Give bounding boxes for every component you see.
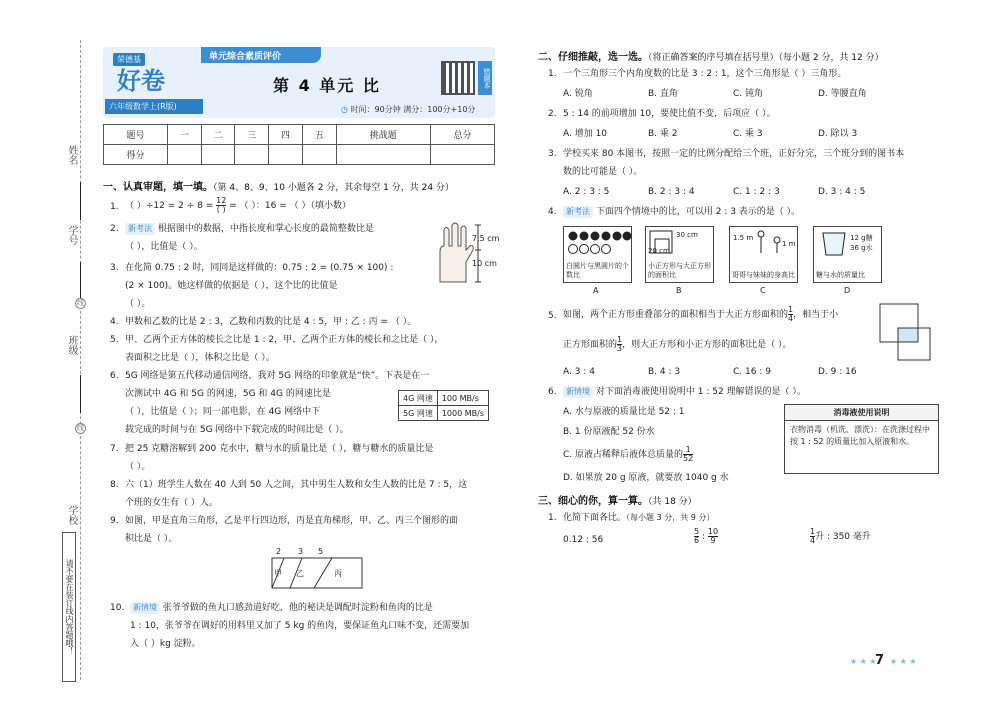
question-8-line2: 个班的女生有（ ）人。 [125, 498, 218, 508]
sugar-mass: 12 g糖 [850, 234, 873, 242]
exam-meta [341, 104, 475, 115]
table-row [104, 125, 495, 145]
choice-6-text: 对下面消毒液使用说明中 1 : 52 理解错误的是（ ）。 [595, 387, 806, 397]
choice-5-line2-tail: ，则大正方形和小正方形的面积比是（ ）。 [622, 340, 792, 350]
choice-option: D. 如果放 20 g 原液，就要放 1040 g 水 [563, 473, 729, 483]
scenario-b-caption: 小正方形与大正方形的面积比 [648, 262, 711, 279]
choice-option: A. 2 : 3 : 5 [563, 187, 610, 197]
scenario-a-label: A [593, 286, 599, 295]
choice-option: C. 1 : 2 : 3 [733, 187, 780, 197]
score-header-cell: 总分 [430, 125, 494, 145]
choice-option: C. 16 : 9 [733, 367, 771, 377]
score-cell[interactable] [336, 145, 430, 165]
table-row [399, 391, 489, 406]
choice-1: 一个三角形三个内角度数的比是 3 : 2 : 1，这个三角形是（ ）三角形。 [563, 69, 847, 79]
question-number: 6. [548, 387, 557, 397]
finger-length-label: 7.5 cm [472, 234, 500, 243]
score-header-cell: 题号 [104, 125, 168, 145]
fraction-denominator: 52 [683, 454, 694, 463]
question-9-line2: 积比是（ ）。 [125, 534, 178, 544]
id-label: 学号 [66, 225, 77, 245]
question-number: 1. [110, 202, 119, 212]
fraction-denominator: 3 [617, 344, 623, 353]
simplify-item-c-tail: 升 : 350 毫升 [815, 532, 871, 542]
question-7: 把 25 克糖溶解到 200 克水中，糖与水的质量比是（ ），糖与糖水的质量比是 [125, 444, 434, 454]
fraction-numerator: 12 [216, 196, 227, 205]
school-label: 学校 [66, 505, 77, 525]
fraction [694, 528, 699, 545]
binding-strip [0, 0, 98, 711]
name-field-line [80, 182, 81, 220]
fraction [216, 197, 226, 214]
scenario-d-label: D [844, 286, 851, 295]
score-cell[interactable] [235, 145, 269, 165]
small-square-side: 20 cm [648, 247, 670, 255]
id-field-line [80, 262, 81, 300]
fraction [708, 528, 718, 545]
question-1 [125, 197, 351, 214]
choice-option: B. 2 : 3 : 4 [648, 187, 695, 197]
question-6-line3: （ ），比值是（ ）；同一部电影，在 4G 网络中下 [125, 407, 321, 417]
score-header-cell: 二 [201, 125, 235, 145]
dimension-label: 3 [298, 547, 304, 556]
section-2-title: 二、仔细推敲，选一选。 [538, 52, 648, 63]
score-header-cell: 挑战题 [336, 125, 430, 145]
qr-tag: 错题本 [478, 61, 492, 95]
score-header-cell: 一 [168, 125, 202, 145]
question-7-line2: （ ）。 [125, 462, 151, 472]
choice-5-line2-text: 正方形面积的 [563, 340, 618, 350]
question-number: 2. [548, 109, 557, 119]
choice-2: 5 : 14 的前项增加 10，要使比值不变，后项应（ ）。 [563, 109, 776, 119]
fraction-denominator: 6 [694, 536, 700, 545]
scenario-d-caption: 糖与水的质量比 [816, 271, 865, 279]
question-number: 1. [548, 69, 557, 79]
brand-publisher: 荣德基 [113, 53, 145, 66]
unit-header [103, 47, 495, 118]
shape-label-bing: 丙 [334, 569, 342, 578]
question-4: 甲数和乙数的比是 2 : 3，乙数和丙数的比是 4 : 5，甲 : 乙 : 丙 = （ ）。 [125, 317, 417, 327]
section-1-heading [103, 178, 454, 193]
section-3-note: （共 18 分） [648, 497, 697, 507]
score-cell[interactable] [430, 145, 494, 165]
class-field-line [80, 375, 81, 413]
speed-value: 100 MB/s [437, 391, 488, 406]
network-speed-table [398, 390, 489, 421]
simplify-question [563, 512, 714, 524]
fraction-numerator: 1 [617, 335, 623, 344]
binding-line [80, 40, 81, 680]
fraction-numerator: 10 [707, 527, 719, 536]
page-title: 第 4 单元 比 [273, 76, 381, 95]
choice-option-c-text: C. 原液占稀释后液体总质量的 [563, 450, 684, 460]
score-table [103, 124, 495, 165]
binding-warning: 请不要在装订线内答题哦！ [62, 532, 76, 682]
choice-4-text: 下面四个情境中的比，可以用 2 : 3 表示的是（ ）。 [595, 207, 801, 217]
simplify-item-a: 0.12 : 56 [563, 535, 604, 545]
water-mass: 36 g水 [850, 244, 873, 252]
choice-option: B. 1 份原液配 52 份水 [563, 427, 655, 437]
choice-6 [563, 386, 806, 398]
qr-code-icon[interactable] [441, 61, 475, 95]
simplify-item-b: $\frac{5}{6}$ : $\frac{10}{9}$ [694, 527, 719, 545]
grade-label: 六年级数学上(R版) [105, 99, 203, 114]
dimension-label: 5 [318, 547, 324, 556]
new-context-tag: 新情境 [130, 602, 160, 614]
choice-option: A. 水与原液的质量比是 52 : 1 [563, 407, 685, 417]
choice-5-text-b: ，相当于小 [793, 310, 839, 320]
score-cell[interactable] [269, 145, 303, 165]
fraction-numerator: 1 [685, 445, 691, 454]
fraction-numerator: 1 [810, 527, 816, 536]
question-1-text: （ ）÷12 = 2 ÷ 8 = [125, 201, 217, 211]
score-cell[interactable] [201, 145, 235, 165]
evaluation-banner: 单元综合素质评价 [201, 47, 321, 63]
fraction-denominator: 4 [810, 536, 816, 545]
binding-ring: 线 [77, 424, 84, 432]
question-number: 6. [110, 371, 119, 381]
disinfectant-instructions-card [784, 404, 939, 474]
question-5-line2: 表面积之比是（ ），体积之比是（ ）。 [125, 353, 275, 363]
exam-meta-text: 时间：90分钟 满分：100分+10分 [350, 105, 476, 114]
question-number: 5. [548, 311, 557, 321]
choice-option: A. 锐角 [563, 89, 593, 99]
speed-label: 4G 网速 [399, 391, 438, 406]
dimension-label: 2 [276, 547, 282, 556]
shape-label-yi: 乙 [296, 569, 304, 578]
question-2-text: 根据图中的数据，中指长度和掌心长度的最简整数比是 [157, 224, 374, 234]
score-header-cell: 三 [235, 125, 269, 145]
question-number: 8. [110, 480, 119, 490]
choice-option: D. 9 : 16 [818, 367, 857, 377]
question-2 [125, 223, 374, 235]
binding-ring: 线 [77, 299, 84, 307]
question-number: 10. [110, 603, 125, 613]
question-number: 5. [110, 335, 119, 345]
scenario-c-caption: 哥哥与妹妹的身高比 [732, 271, 795, 279]
question-number: 1. [548, 513, 557, 523]
question-number: 3. [110, 263, 119, 273]
simplify-item-c [810, 528, 871, 545]
choice-3: 学校买来 80 本图书，按照一定的比例分配给三个班，正好分完，三个班分到的图书本 [563, 149, 905, 159]
question-3: 在化简 0.75 : 2 时，同同是这样做的：0.75 : 2 = (0.75 × 100) : [125, 263, 394, 273]
table-row [399, 406, 489, 421]
choice-option: D. 等腰直角 [818, 89, 867, 99]
new-method-tag: 新考法 [563, 206, 593, 218]
question-3-line2: (2 × 100)。她这样做的依据是（ ），这个比的比值是 [125, 281, 338, 291]
section-1-note: （第 4、8、9、10 小题各 2 分，其余每空 1 分，共 24 分） [213, 183, 454, 193]
question-6-line2: 次测试中 4G 和 5G 的网速，5G 和 4G 的网速比是 [125, 389, 331, 399]
choice-4 [563, 206, 800, 218]
scenario-a-caption: 白圆片与黑圆片的个数比 [566, 262, 629, 279]
speed-value: 1000 MB/s [437, 406, 488, 421]
decorative-stars: ★ ★ ★ [850, 657, 877, 666]
brand-block [105, 47, 201, 118]
choice-option: C. 乘 3 [733, 129, 763, 139]
fraction-numerator: 5 [694, 527, 700, 536]
page-number: 7 [875, 653, 885, 668]
big-square-side: 30 cm [676, 231, 698, 239]
score-row-label: 得分 [104, 145, 168, 165]
name-label: 姓名 [66, 145, 77, 165]
class-label: 班级 [66, 335, 77, 355]
overlapping-squares-figure [878, 302, 938, 362]
choice-3-line2: 数的比可能是（ ）。 [563, 167, 643, 177]
scenario-d-figure [813, 226, 882, 283]
score-header-cell: 四 [269, 125, 303, 145]
shape-label-jia: 甲 [274, 569, 282, 578]
section-2-heading [538, 48, 884, 63]
question-2-line2: （ ），比值是（ ）。 [125, 242, 203, 252]
question-number: 4. [110, 317, 119, 327]
question-9: 如图，甲是直角三角形，乙是平行四边形，丙是直角梯形，甲、乙、丙三个图形的面 [125, 516, 459, 526]
hand-figure [428, 222, 500, 288]
question-1-tail: = （ ）：16 = （ ）（填小数） [226, 201, 351, 211]
section-2-note: （将正确答案的序号填在括号里）（每小题 2 分，共 12 分） [648, 53, 884, 63]
score-header-cell: 五 [302, 125, 336, 145]
question-5: 甲、乙两个正方体的棱长之比是 1 : 2，甲、乙两个正方体的棱长和之比是（ ）， [125, 335, 444, 345]
clock-icon: ◷ [341, 105, 348, 114]
choice-5-text: 如图，两个正方形重叠部分的面积相当于大正方形面积的 [563, 310, 789, 320]
scenario-b-label: B [676, 286, 682, 295]
new-context-tag: 新情境 [563, 386, 593, 398]
fraction [683, 446, 693, 463]
choice-option: D. 除以 3 [818, 129, 858, 139]
fraction-denominator: 9 [708, 536, 718, 545]
scenario-c-label: C [760, 286, 766, 295]
choice-5-line2 [563, 336, 791, 353]
choice-option: D. 3 : 4 : 5 [818, 187, 866, 197]
question-3-line3: （ ）。 [125, 299, 151, 309]
fraction-numerator: 1 [788, 305, 794, 314]
card-body: 衣物消毒（机洗、漂洗）：在洗涤过程中按 1 : 52 的质量比加入原液和水。 [790, 425, 930, 446]
section-3-heading [538, 492, 697, 507]
fraction-denominator: 4 [788, 314, 794, 323]
brand-logo: 好卷 [117, 66, 165, 95]
question-10 [130, 602, 433, 614]
new-method-tag: 新考法 [125, 223, 155, 235]
question-number: 7. [110, 444, 119, 454]
simplify-question-note: （每小题 3 分，共 9 分） [626, 513, 715, 522]
question-10-line2: 1 : 10，张爷爷在调好的用料里又加了 5 kg 的鱼肉，要保证鱼丸口味不变，还需要加 [130, 621, 470, 631]
scenario-b-figure [645, 226, 714, 283]
table-row [104, 145, 495, 165]
choice-option: A. 增加 10 [563, 129, 608, 139]
question-number: 9. [110, 516, 119, 526]
decorative-stars: ★ ★ ★ [890, 657, 917, 666]
question-10-text: 张爷爷做的鱼丸口感劲道好吃，他的秘诀是调配时淀粉和鱼肉的比是 [162, 603, 433, 613]
question-number: 4. [548, 207, 557, 217]
score-cell[interactable] [168, 145, 202, 165]
question-number: 3. [548, 149, 557, 159]
section-1-title: 一、认真审题，填一填。 [103, 182, 213, 193]
choice-option: B. 直角 [648, 89, 678, 99]
choice-option: A. 3 : 4 [563, 367, 595, 377]
discs-illustration [565, 229, 632, 259]
scenario-c-figure [729, 226, 798, 283]
sister-height: 1 m [782, 240, 796, 248]
choice-option: B. 4 : 3 [648, 367, 681, 377]
score-cell[interactable] [302, 145, 336, 165]
card-title: 消毒液使用说明 [785, 405, 938, 421]
choice-option-c [563, 446, 693, 463]
fraction-denominator: ( ) [216, 205, 226, 214]
palm-length-label: 10 cm [472, 259, 497, 268]
choice-option: C. 钝角 [733, 89, 764, 99]
question-number: 2. [110, 224, 119, 234]
question-6-line4: 载完成的时间与在 5G 网络中下载完成的时间比是（ ）。 [125, 425, 349, 435]
scenario-a-figure [563, 226, 632, 283]
question-6: 5G 网络是第五代移动通信网络，我对 5G 网络的印象就是“快”。下表是在一 [125, 371, 430, 381]
choice-option: B. 乘 2 [648, 129, 678, 139]
speed-label: 5G 网速 [399, 406, 438, 421]
simplify-question-text: 化简下面各比。 [563, 513, 627, 523]
question-10-line3: 入（ ）kg 淀粉。 [130, 639, 201, 649]
section-3-title: 三、细心的你，算一算。 [538, 496, 648, 507]
brother-height: 1.5 m [733, 234, 754, 242]
choice-5 [563, 306, 838, 323]
question-8: 六（1）班学生人数在 40 人到 50 人之间，其中男生人数和女生人数的比是 7 : 5，这 [125, 480, 468, 490]
